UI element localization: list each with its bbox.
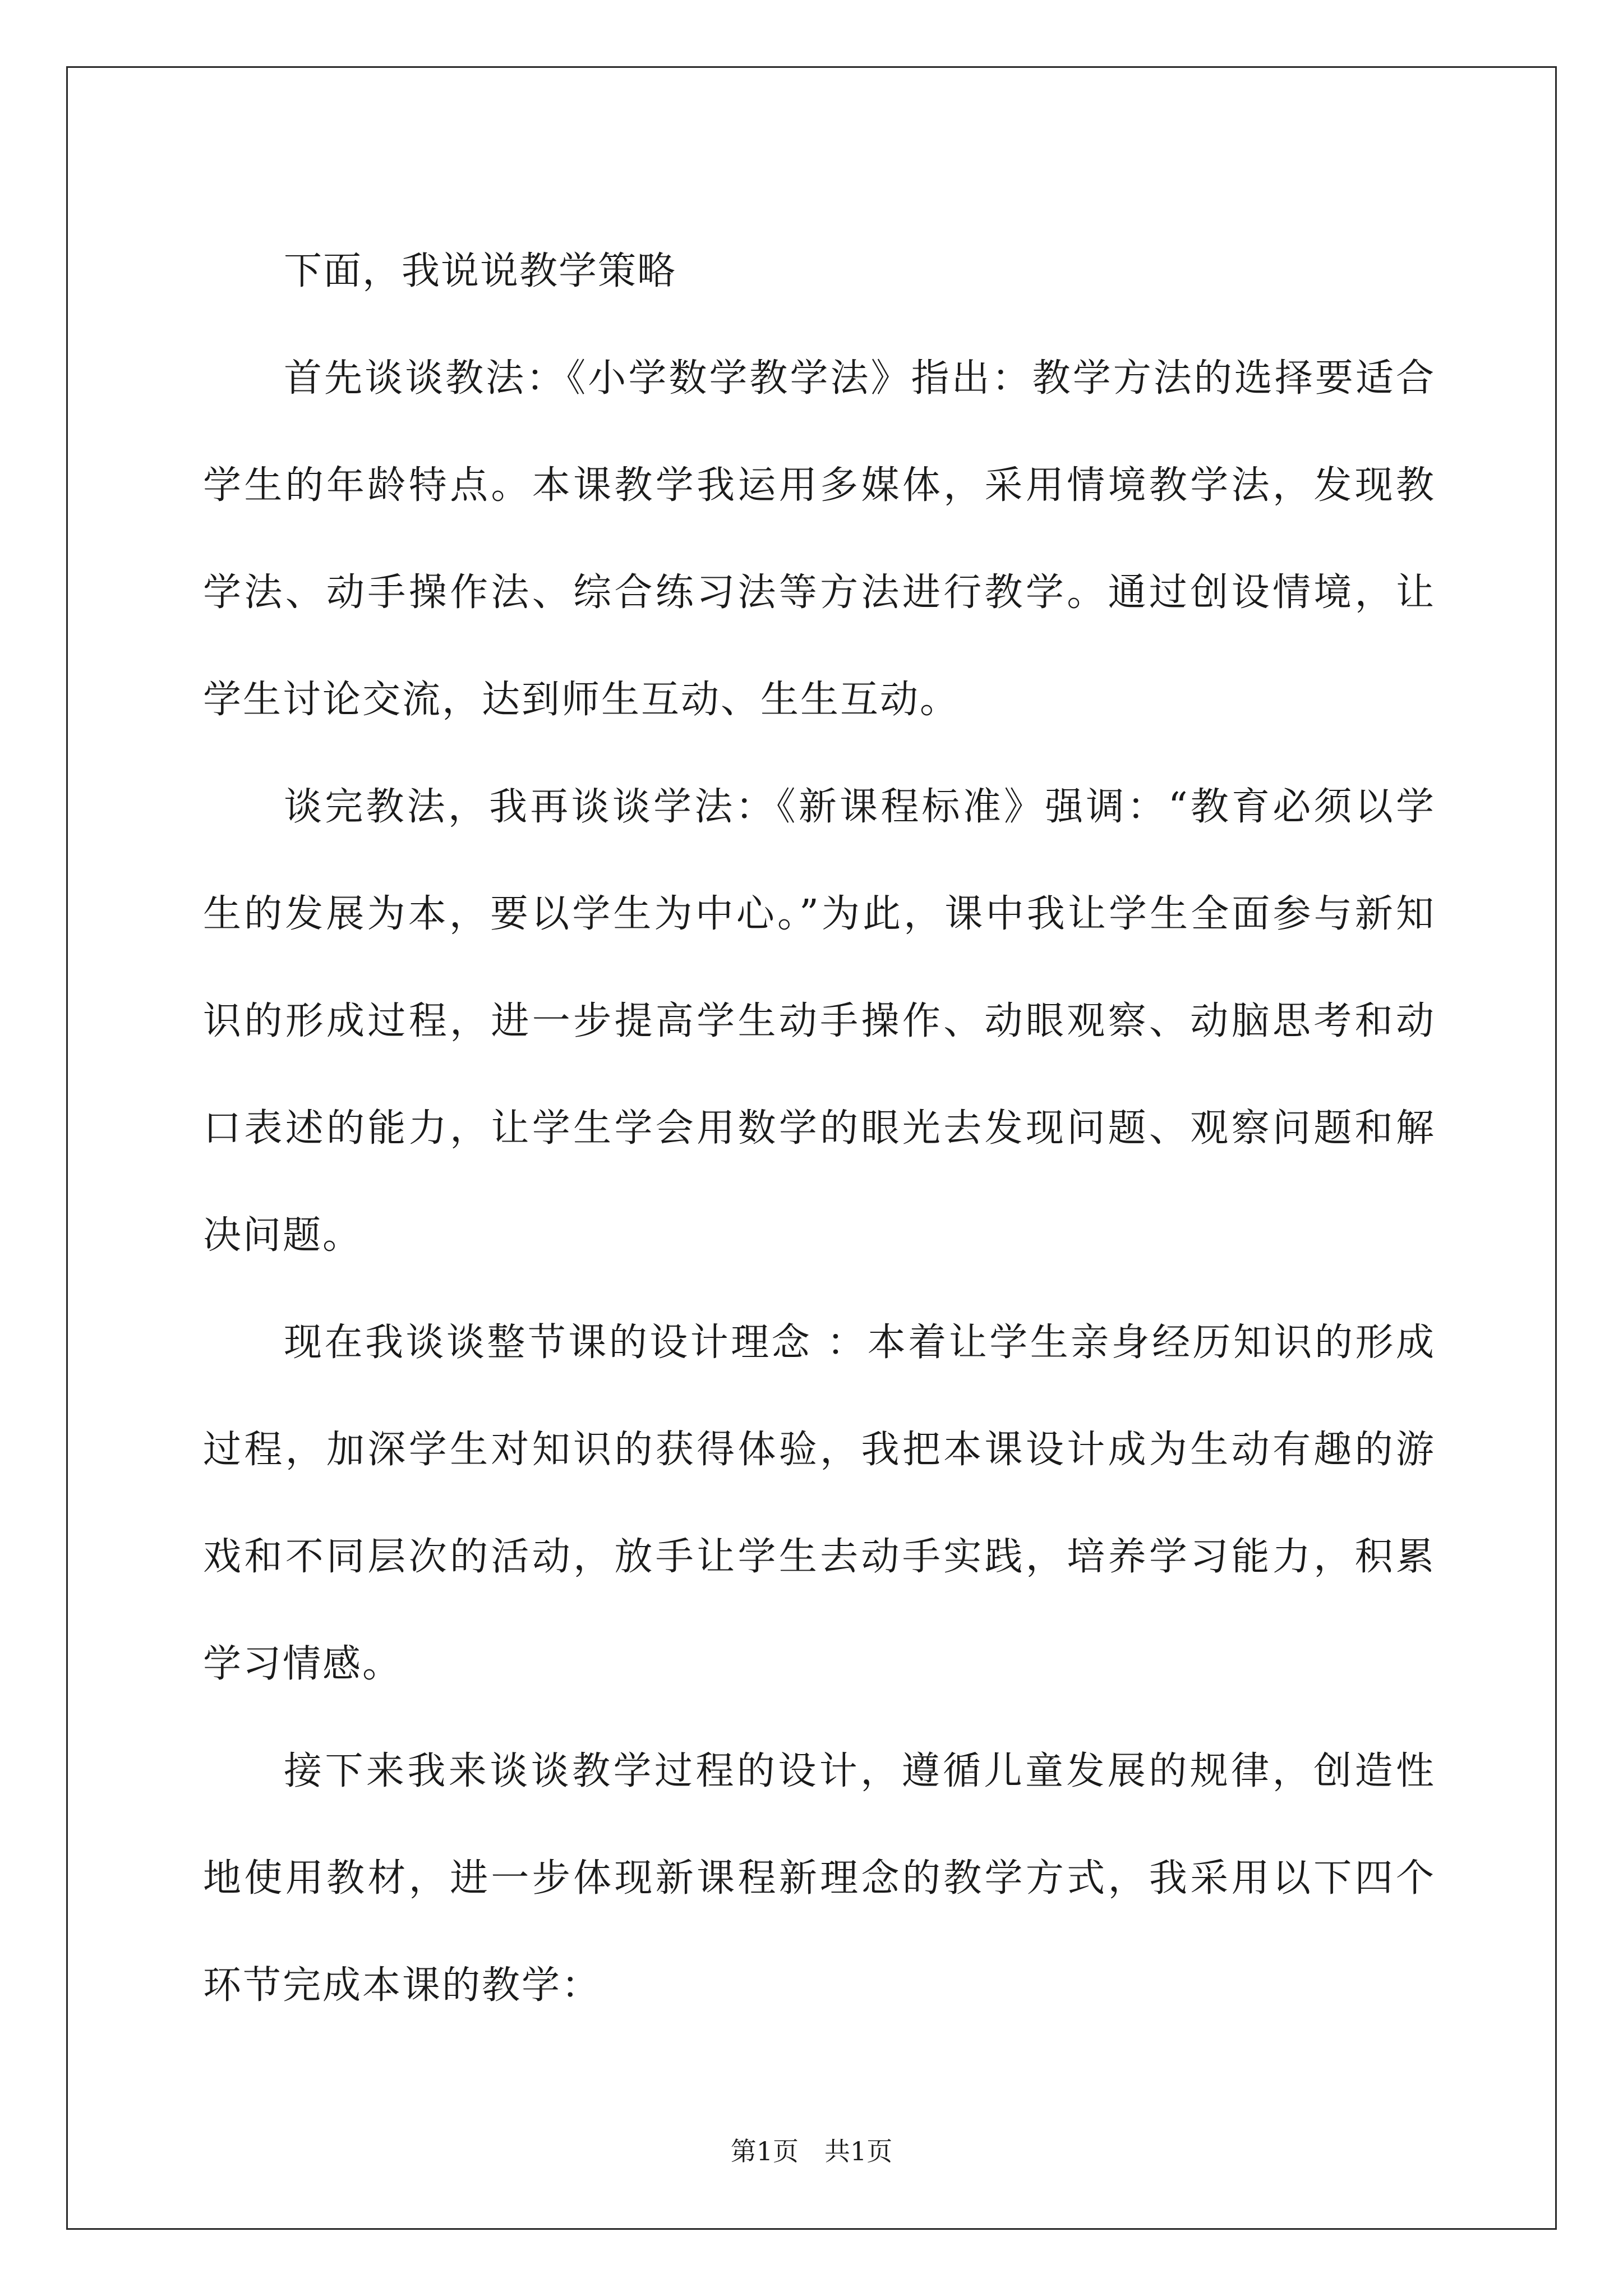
document-body xyxy=(203,218,1436,2039)
page-footer xyxy=(0,2134,1623,2168)
page-number-current: 第1页 xyxy=(730,2136,799,2166)
paragraph-teaching-process: 接下来我来谈谈教学过程的设计，遵循儿童发展的规律，创造性地使用教材，进一步体现新课程新理念的教学方式，我采用以下四个环节完成本课的教学： xyxy=(203,1749,1436,2008)
paragraph-learning-method: 谈完教法，我再谈谈学法：《新课程标准》强调：“教育必须以学生的发展为本，要以学生为中心。”为此，课中我让学生全面参与新知识的形成过程，进一步提高学生动手操作、动眼观察、动脑思考和动口表述的能力，让学生学会用数学的眼光去发现问题、观察问题和解决问题。 xyxy=(203,785,1436,1258)
paragraph-design-concept: 现在我谈谈整节课的设计理念 ：本着让学生亲身经历知识的形成过程，加深学生对知识的获得体验，我把本课设计成为生动有趣的游戏和不同层次的活动，放手让学生去动手实践，培养学习能力，积累学习情感。 xyxy=(203,1320,1436,1686)
paragraph-teaching-method: 首先谈谈教法：《小学数学教学法》指出：教学方法的选择要适合学生的年龄特点。本课教学我运用多媒体，采用情境教学法，发现教学法、动手操作法、综合练习法等方法进行教学。通过创设情境，让学生讨论交流，达到师生互动、生生互动。 xyxy=(203,356,1436,722)
page-number-total: 共1页 xyxy=(824,2136,893,2166)
paragraph-teaching-strategy: 下面，我说说教学策略 xyxy=(284,249,677,293)
